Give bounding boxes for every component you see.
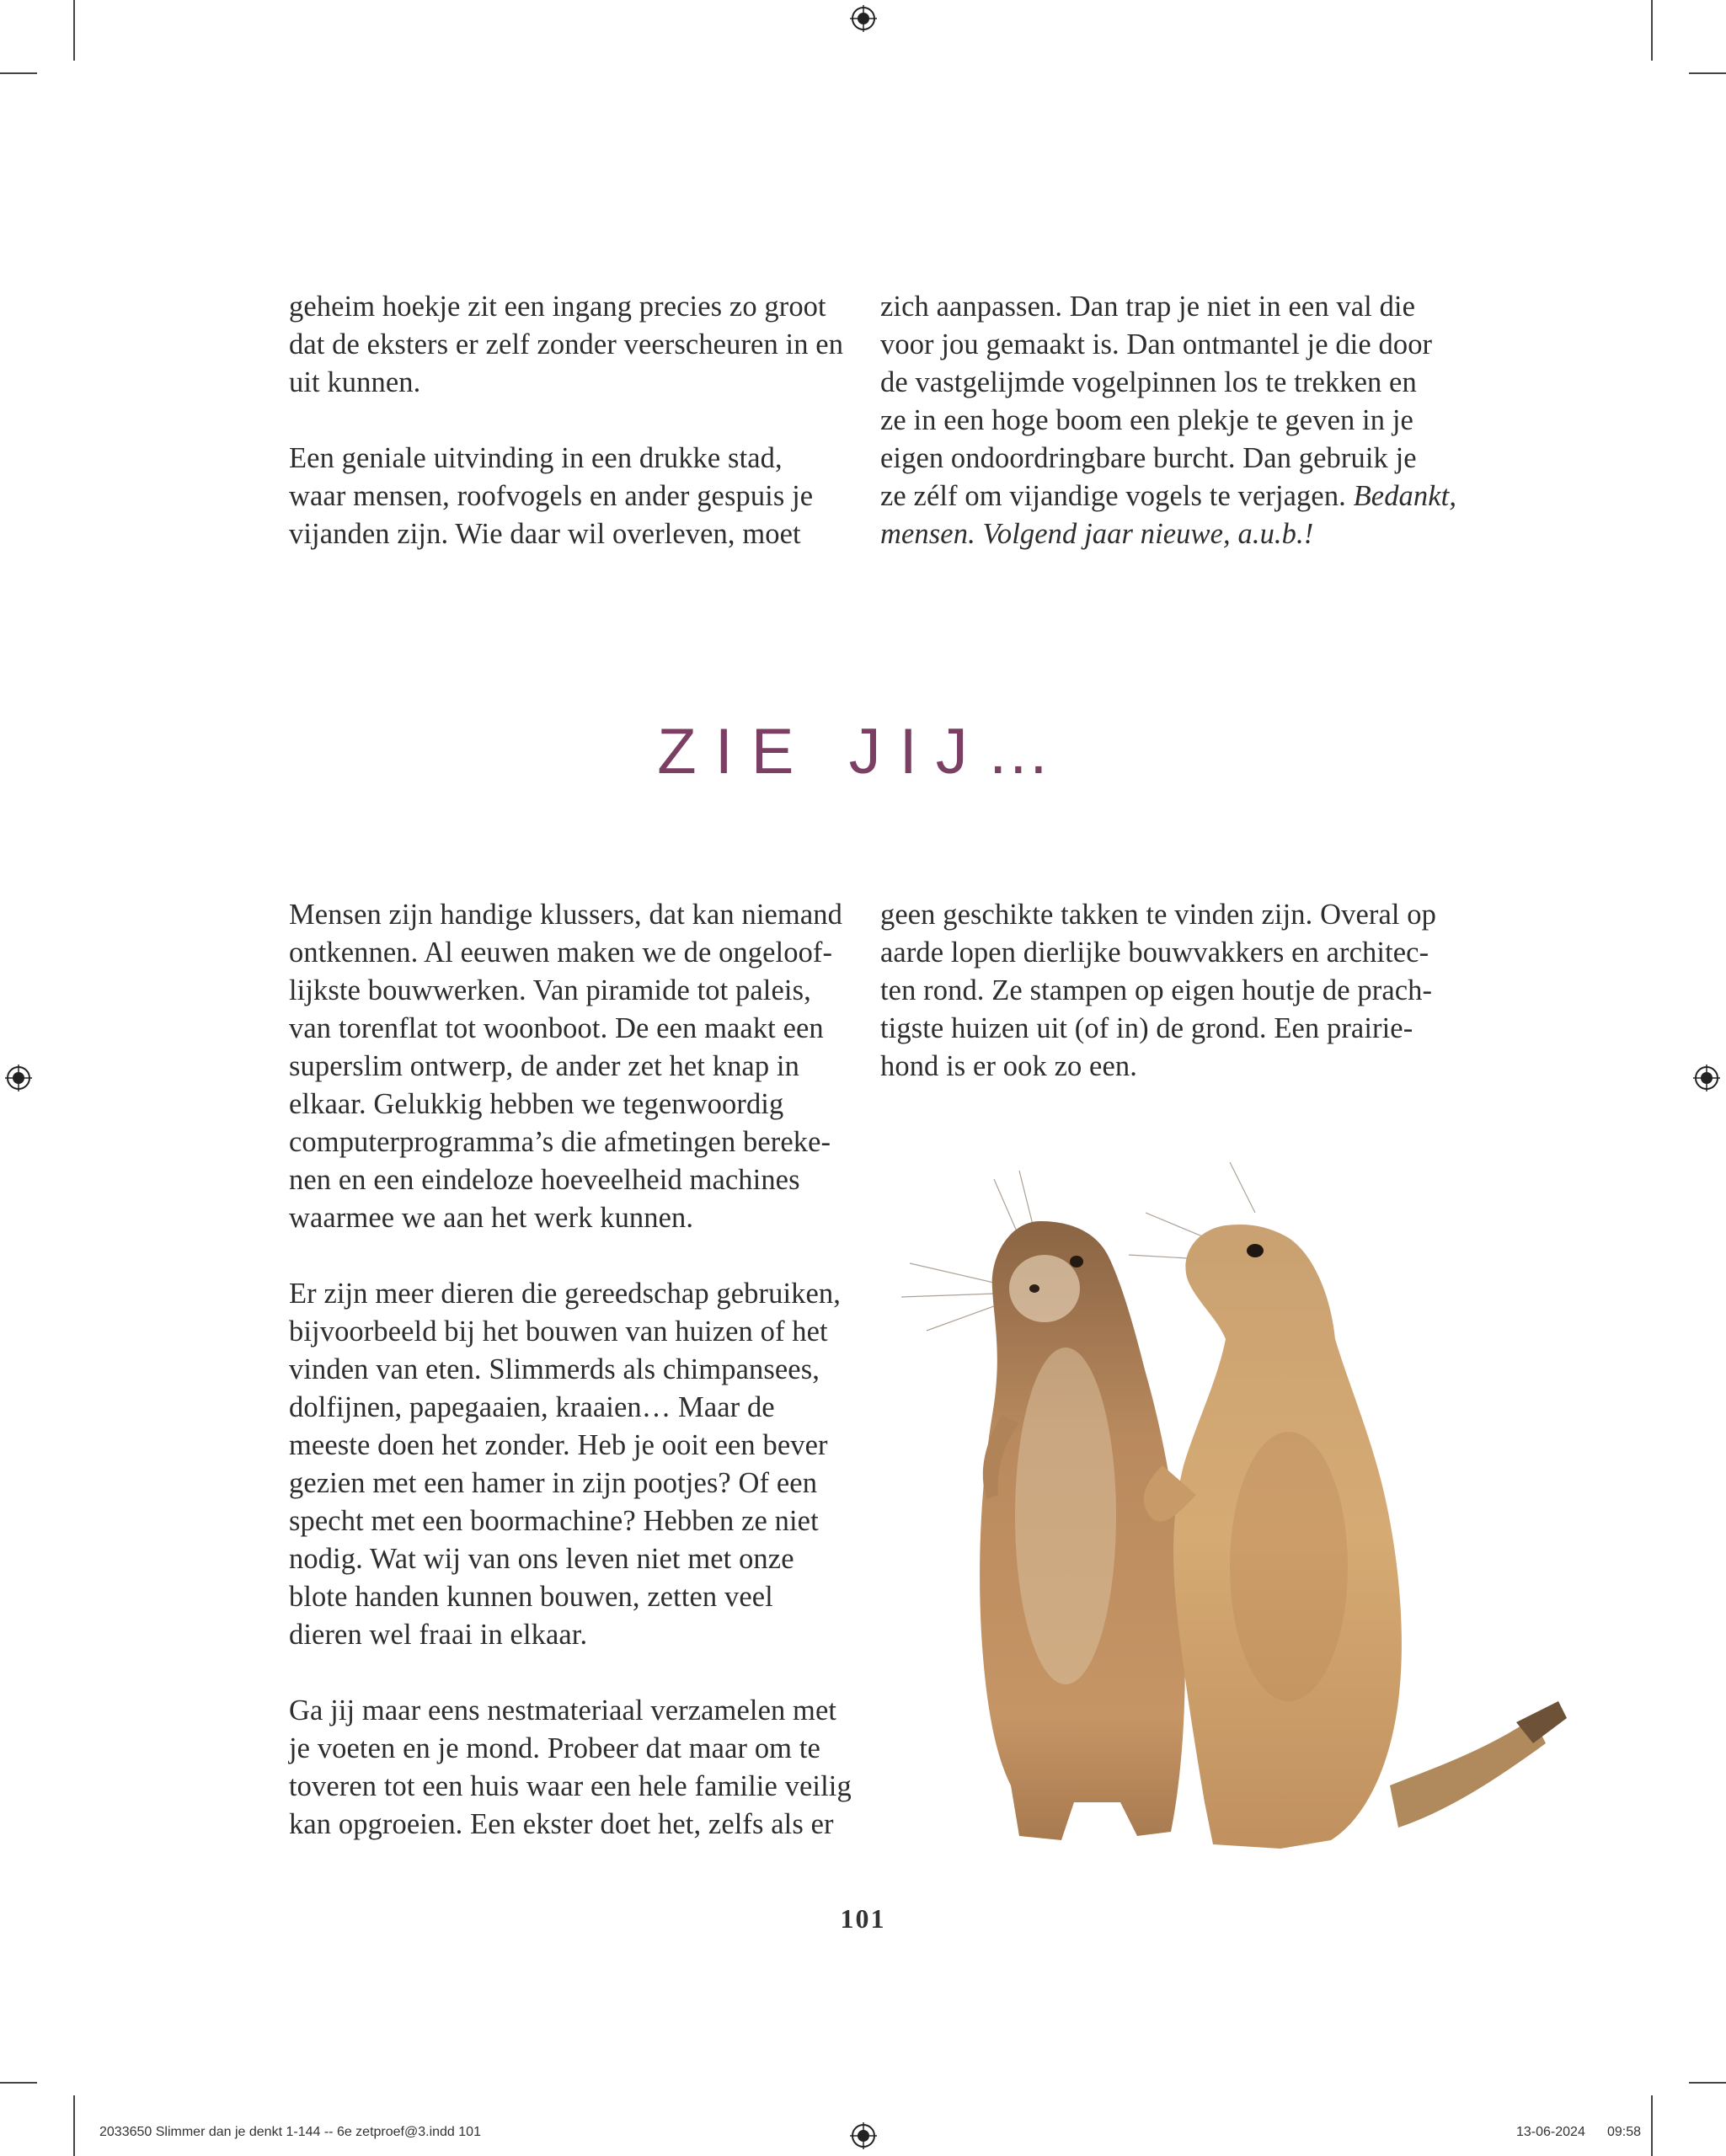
registration-mark-icon — [5, 1065, 32, 1091]
paragraph: Een geniale uitvinding in een drukke stad, waar mensen, roofvogels en ander gespuis je vijanden zijn. Wie daar wil overleven, moet — [289, 442, 814, 550]
crop-mark — [1689, 2082, 1726, 2084]
paragraph: Mensen zijn handige klussers, dat kan niemand ontkennen. Al eeuwen maken we de ongeloof- lijkste bouwwerken. Van piramide tot paleis, van torenflat tot woonboot. De een maakt een superslim ontwerp, de ander zet het knap in elkaar. Gelukkig hebben we tegenwoordig computerprogramma’s die afmetingen bereke- nen en een eindeloze hoeveelheid machines waarmee we aan het werk kunnen. — [289, 899, 842, 1234]
crop-mark — [0, 2082, 37, 2084]
paragraph-italic-text: Bedankt, mensen. Volgend jaar nieuwe, a.u.b.! — [880, 480, 1457, 550]
crop-mark — [73, 2095, 75, 2156]
crop-mark — [1651, 2095, 1653, 2156]
paragraph: geen geschikte takken te vinden zijn. Overal op aarde lopen dierlijke bouwvakkers en architec- ten rond. Ze stampen op eigen houtje de prach- tigste huizen uit (of in) de grond. Een prairie- hond is er ook zo een. — [880, 899, 1436, 1082]
section-heading: ZIE JIJ… — [657, 716, 1069, 787]
bottom-right-column — [880, 896, 1470, 1086]
registration-mark-icon — [850, 5, 877, 32]
top-left-column — [289, 288, 862, 553]
paragraph: Er zijn meer dieren die gereedschap gebruiken, bijvoorbeeld bij het bouwen van huizen of het vinden van eten. Slimmerds als chimpansees, dolfijnen, papegaaien, kraaien… Maar de meeste doen het zonder. Heb je ooit een bever gezien met een hamer in zijn pootjes? Of een specht met een boormachine? Hebben ze niet nodig. Wat wij van ons leven niet met onze blote handen kunnen bouwen, zetten veel dieren wel fraai in elkaar. — [289, 1278, 841, 1651]
paragraph — [880, 288, 1470, 553]
slug-date: 13-06-2024 — [1516, 2125, 1585, 2139]
crop-mark — [73, 0, 75, 61]
slug-file: 2033650 Slimmer dan je denkt 1-144 -- 6e zetproef@3.indd 101 — [99, 2125, 481, 2139]
paragraph: geheim hoekje zit een ingang precies zo groot dat de eksters er zelf zonder veerscheuren in en uit kunnen. — [289, 291, 844, 398]
crop-mark — [1651, 0, 1653, 61]
crop-mark — [0, 72, 37, 74]
top-right-column — [880, 288, 1470, 553]
crop-mark — [1689, 72, 1726, 74]
prairie-dogs-illustration — [893, 1162, 1584, 1861]
slug-time: 09:58 — [1607, 2125, 1642, 2139]
paragraph-text: zich aanpassen. Dan trap je niet in een val die voor jou gemaakt is. Dan ontmantel je die door de vastgelijmde vogelpinnen los te trekken en ze in een hoge boom een plekje te geven in je eigen ondoordringbare burcht. Dan gebruik je ze zélf om vijandige vogels te verjagen. — [880, 291, 1433, 512]
page-number: 101 — [840, 1903, 886, 1934]
registration-mark-icon — [850, 2122, 877, 2149]
paragraph: Ga jij maar eens nestmateriaal verzamelen met je voeten en je mond. Probeer dat maar om te toveren tot een huis waar een hele familie veilig kan opgroeien. Een ekster doet het, zelfs als er — [289, 1694, 852, 1840]
registration-mark-icon — [1693, 1065, 1720, 1091]
bottom-left-column — [289, 896, 862, 1844]
